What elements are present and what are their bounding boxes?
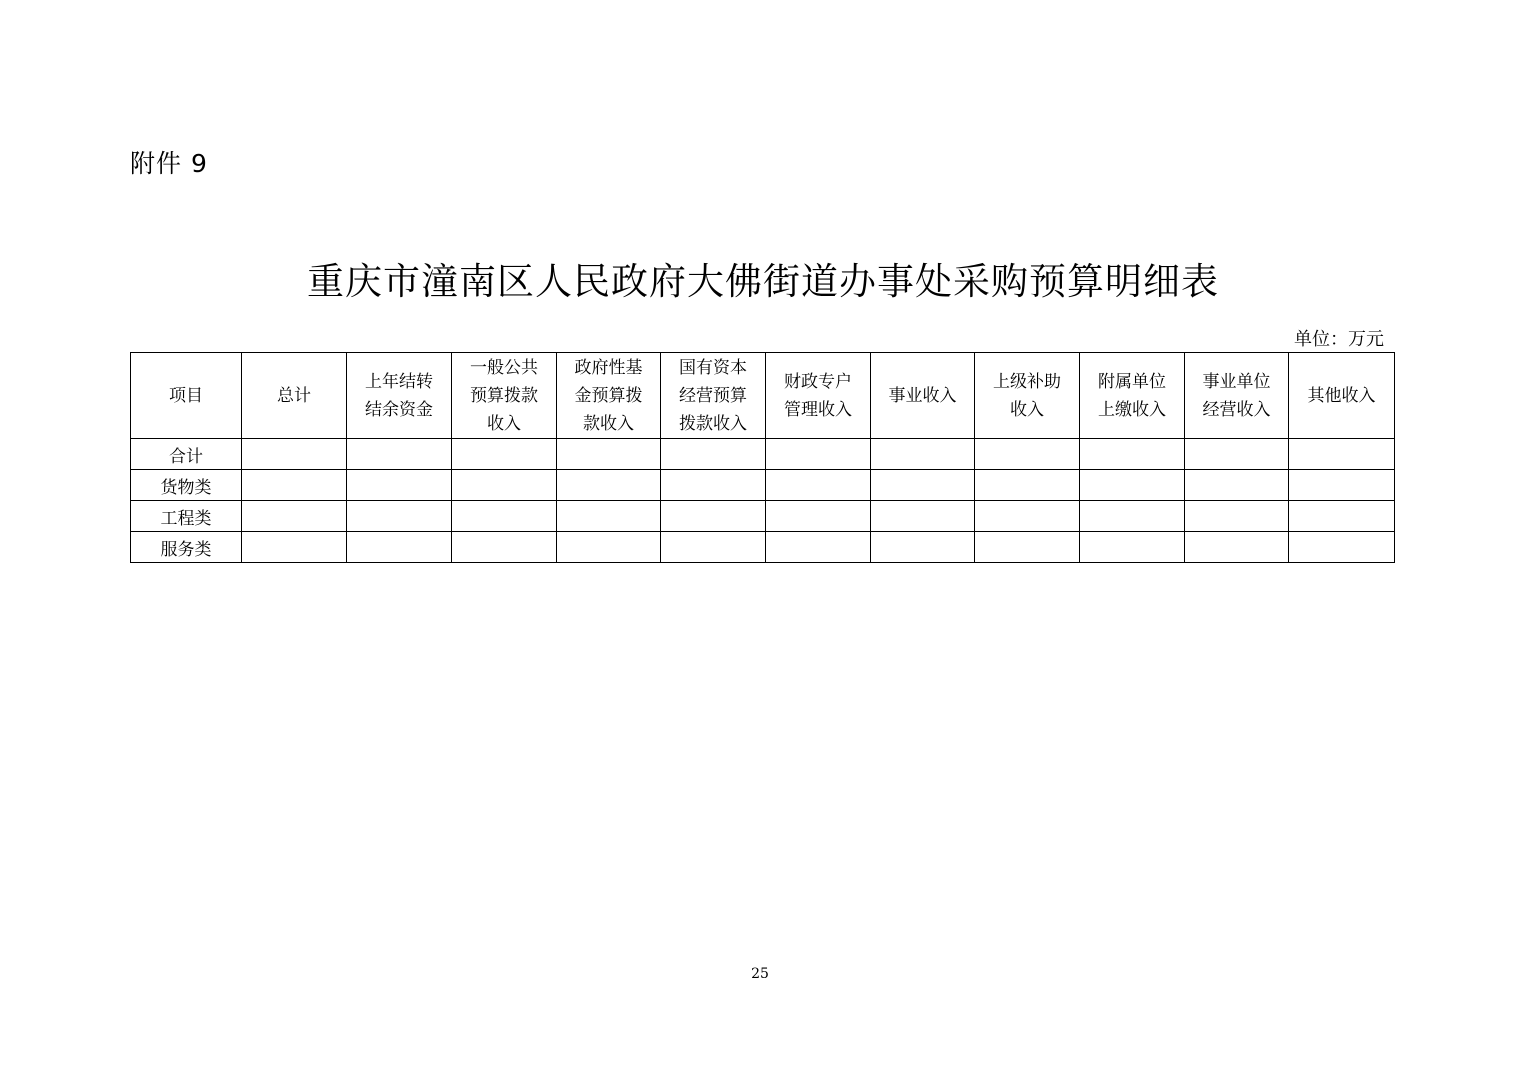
table-cell [661, 470, 766, 501]
table-cell [1289, 501, 1395, 532]
table-cell [242, 532, 347, 563]
table-cell [1289, 439, 1395, 470]
table-cell [871, 439, 975, 470]
table-cell [1185, 439, 1289, 470]
header-cell-operating-income [1185, 353, 1289, 439]
table-cell [766, 439, 871, 470]
table-cell [975, 532, 1080, 563]
table-cell [661, 439, 766, 470]
header-cell-affiliated-remittance [1080, 353, 1185, 439]
table-cell [1080, 501, 1185, 532]
header-row [131, 353, 1395, 439]
row-label: 货物类 [131, 470, 242, 501]
table-row [131, 501, 1395, 532]
table-cell [557, 532, 661, 563]
table-cell [766, 532, 871, 563]
table-cell [1185, 532, 1289, 563]
table-cell [661, 532, 766, 563]
row-label: 工程类 [131, 501, 242, 532]
procurement-budget-table [130, 352, 1395, 563]
table-cell [1080, 532, 1185, 563]
header-label: 事业单位经营收入 [1202, 371, 1271, 420]
header-label: 上年结转结余资金 [365, 371, 433, 420]
table-cell [1080, 470, 1185, 501]
table-row [131, 439, 1395, 470]
header-cell-total [242, 353, 347, 439]
table-cell [871, 501, 975, 532]
table-row [131, 470, 1395, 501]
table-cell [1289, 532, 1395, 563]
table-cell [766, 470, 871, 501]
header-cell-general-budget [452, 353, 557, 439]
table-cell [242, 439, 347, 470]
header-label: 事业收入 [888, 385, 957, 406]
unit-note: 单位：万元 [1294, 329, 1384, 350]
header-label: 财政专户管理收入 [784, 371, 852, 420]
table-cell [766, 501, 871, 532]
header-label: 国有资本经营预算拨款收入 [679, 357, 747, 434]
document-title: 重庆市潼南区人民政府大佛街道办事处采购预算明细表 [307, 260, 1219, 303]
table-cell [871, 470, 975, 501]
table-cell [557, 501, 661, 532]
table-cell [975, 439, 1080, 470]
table-cell [1185, 501, 1289, 532]
table-cell [1080, 439, 1185, 470]
table-cell [661, 501, 766, 532]
attachment-label: 附件 9 [130, 149, 208, 178]
table-cell [347, 439, 452, 470]
header-label: 总计 [277, 385, 311, 406]
header-cell-item [131, 353, 242, 439]
table-cell [557, 470, 661, 501]
table-cell [1289, 470, 1395, 501]
table-cell [975, 470, 1080, 501]
header-label: 其他收入 [1307, 385, 1376, 406]
header-label: 上级补助收入 [993, 371, 1061, 420]
table-cell [557, 439, 661, 470]
header-cell-state-capital [661, 353, 766, 439]
header-cell-fund-budget [557, 353, 661, 439]
row-label: 合计 [131, 439, 242, 470]
header-cell-carryover [347, 353, 452, 439]
table-cell [347, 532, 452, 563]
header-cell-special-account [766, 353, 871, 439]
header-cell-other-income [1289, 353, 1395, 439]
table-cell [347, 501, 452, 532]
table-cell [347, 470, 452, 501]
page-number: 25 [751, 966, 769, 982]
header-label: 政府性基金预算拨款收入 [574, 357, 643, 434]
header-label: 一般公共预算拨款收入 [470, 357, 538, 434]
table-row [131, 532, 1395, 563]
table-cell [242, 501, 347, 532]
table-cell [242, 470, 347, 501]
header-label: 附属单位上缴收入 [1098, 371, 1166, 420]
table-cell [452, 470, 557, 501]
table-cell [452, 439, 557, 470]
row-label: 服务类 [131, 532, 242, 563]
header-cell-superior-subsidy [975, 353, 1080, 439]
header-cell-business-income [871, 353, 975, 439]
table-cell [1185, 470, 1289, 501]
table-cell [871, 532, 975, 563]
table-cell [452, 501, 557, 532]
table-cell [452, 532, 557, 563]
header-label: 项目 [169, 385, 203, 406]
table-cell [975, 501, 1080, 532]
